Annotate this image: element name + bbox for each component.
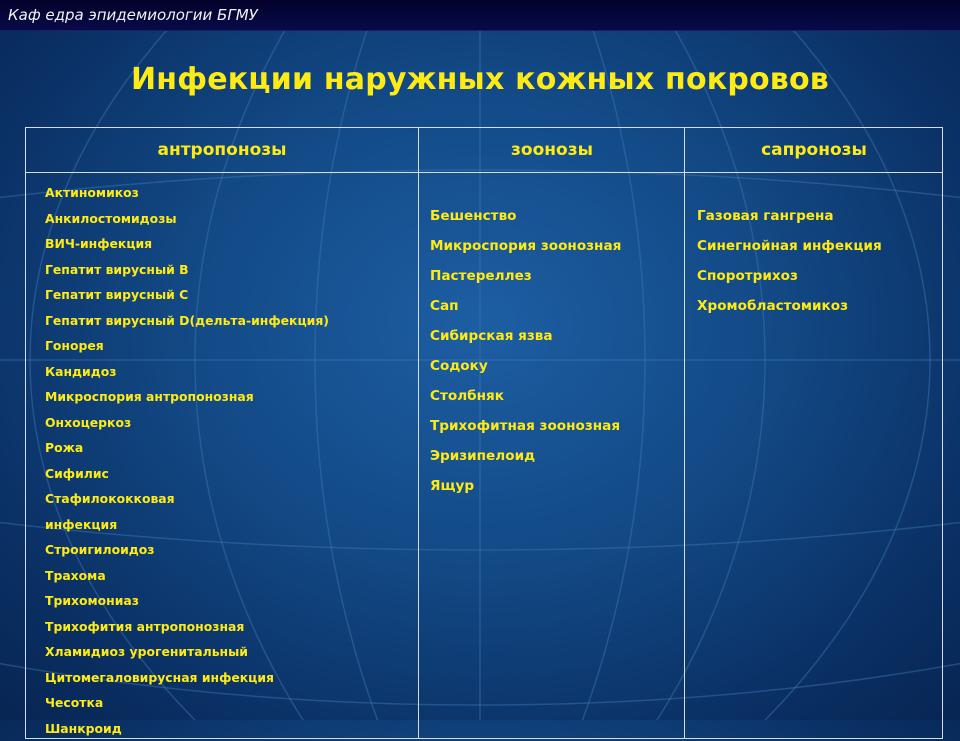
column-header: сапронозы (685, 128, 943, 173)
list-item: Микроспория антропонозная (45, 384, 418, 410)
anthroponoses-list (26, 173, 418, 741)
infection-table (25, 127, 943, 739)
column-anthroponoses (26, 128, 418, 738)
list-item: Газовая гангрена (697, 201, 943, 231)
column-header: антропонозы (26, 128, 418, 173)
list-item: Строигилоидоз (45, 537, 418, 563)
list-item: Трахома (45, 563, 418, 589)
column-zoonoses (418, 128, 685, 738)
list-item: Стафилококковая (45, 486, 418, 512)
list-item: Рожа (45, 435, 418, 461)
list-item: Сап (430, 291, 685, 321)
list-item: Гепатит вирусный С (45, 282, 418, 308)
list-item: Синегнойная инфекция (697, 231, 943, 261)
list-item: Пастереллез (430, 261, 685, 291)
list-item: Шанкроид (45, 716, 418, 741)
list-item: Сифилис (45, 461, 418, 487)
list-item: Сибирская язва (430, 321, 685, 351)
list-item: ВИЧ-инфекция (45, 231, 418, 257)
list-item: Актиномикоз (45, 180, 418, 206)
list-item: Хромобластомикоз (697, 291, 943, 321)
column-sapronoses (684, 128, 943, 738)
department-label: Каф едра эпидемиологии БГМУ (8, 6, 258, 24)
list-item: Гепатит вирусный D(дельта-инфекция) (45, 308, 418, 334)
list-item: Кандидоз (45, 359, 418, 385)
list-item: Хламидиоз урогенитальный (45, 639, 418, 665)
list-item: Гонорея (45, 333, 418, 359)
zoonoses-list (419, 173, 685, 501)
top-bar (0, 0, 960, 31)
list-item: Микроспория зоонозная (430, 231, 685, 261)
list-item: Эризипелоид (430, 441, 685, 471)
column-header: зоонозы (419, 128, 685, 173)
list-item: Содоку (430, 351, 685, 381)
list-item: Чесотка (45, 690, 418, 716)
list-item: Столбняк (430, 381, 685, 411)
list-item: Анкилостомидозы (45, 206, 418, 232)
list-item: Бешенство (430, 201, 685, 231)
slide-title: Инфекции наружных кожных покровов (0, 62, 960, 97)
list-item: Споротрихоз (697, 261, 943, 291)
list-item: Трихофитная зоонозная (430, 411, 685, 441)
list-item: инфекция (45, 512, 418, 538)
list-item: Гепатит вирусный В (45, 257, 418, 283)
list-item: Трихомониаз (45, 588, 418, 614)
list-item: Цитомегаловирусная инфекция (45, 665, 418, 691)
list-item: Онхоцеркоз (45, 410, 418, 436)
list-item: Ящур (430, 471, 685, 501)
sapronoses-list (685, 173, 943, 321)
list-item: Трихофития антропонозная (45, 614, 418, 640)
